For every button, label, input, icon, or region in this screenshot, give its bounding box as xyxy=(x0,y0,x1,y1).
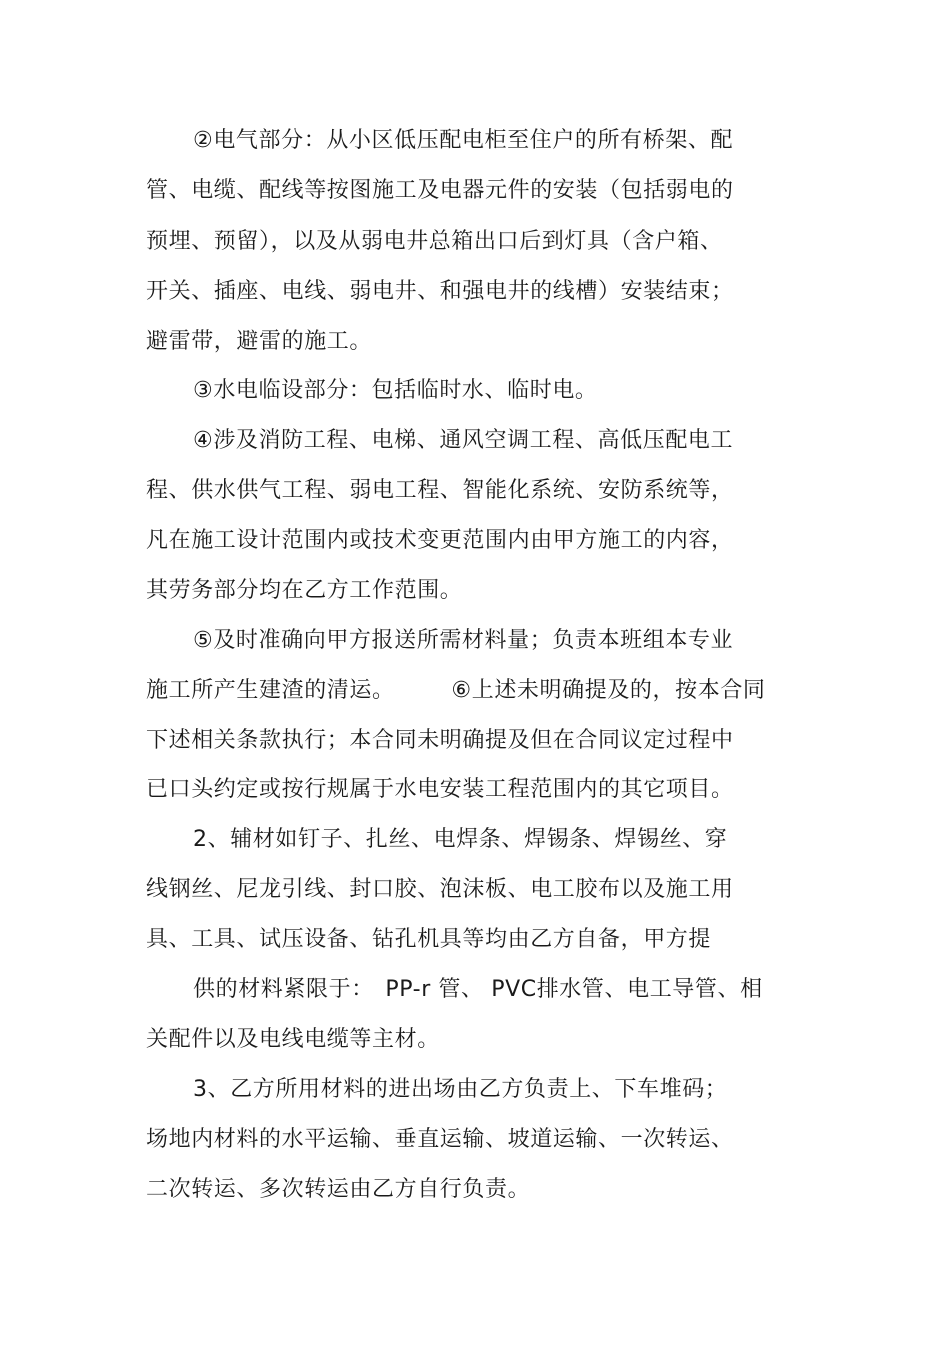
text-line: ④涉及消防工程、电梯、通风空调工程、高低压配电工 xyxy=(193,428,734,453)
text-line: ③水电临设部分：包括临时水、临时电。 xyxy=(193,378,598,403)
text-line: 预埋、预留），以及从弱电井总箱出口后到灯具（含户箱、 xyxy=(146,229,723,254)
text-line: 关配件以及电线电缆等主材。 xyxy=(146,1027,440,1052)
text-line: 场地内材料的水平运输、垂直运输、坡道运输、一次转运、 xyxy=(146,1127,734,1152)
text-line: 避雷带，避雷的施工。 xyxy=(146,329,373,354)
text-line: 管、电缆、配线等按图施工及电器元件的安装（包括弱电的 xyxy=(146,178,734,203)
text-line: 具、工具、试压设备、钻孔机具等均由乙方自备，甲方提 xyxy=(146,927,712,952)
text-line: 程、供水供气工程、弱电工程、智能化系统、安防系统等， xyxy=(146,478,734,503)
text-line: 施工所产生建渣的清运。 ⑥上述未明确提及的，按本合同 xyxy=(146,678,766,703)
text-line: 线钢丝、尼龙引线、封口胶、泡沫板、电工胶布以及施工用 xyxy=(146,877,734,902)
text-line: 凡在施工设计范围内或技术变更范围内由甲方施工的内容， xyxy=(146,528,734,553)
text-line: 2、辅材如钉子、扎丝、电焊条、焊锡条、焊锡丝、穿 xyxy=(193,827,728,852)
text-line: 已口头约定或按行规属于水电安装工程范围内的其它项目。 xyxy=(146,777,734,802)
text-line: 其劳务部分均在乙方工作范围。 xyxy=(146,578,463,603)
text-line: 开关、插座、电线、弱电井、和强电井的线槽）安装结束； xyxy=(146,279,734,304)
text-line: ⑤及时准确向甲方报送所需材料量；负责本班组本专业 xyxy=(193,628,734,653)
text-line: 3、乙方所用材料的进出场由乙方负责上、下车堆码； xyxy=(193,1077,728,1102)
text-line: 下述相关条款执行；本合同未明确提及但在合同议定过程中 xyxy=(146,728,734,753)
text-line: ②电气部分：从小区低压配电柜至住户的所有桥架、配 xyxy=(193,128,734,153)
text-line: 二次转运、多次转运由乙方自行负责。 xyxy=(146,1177,531,1202)
text-line: 供的材料紧限于： PP-r 管、 PVC排水管、电工导管、相 xyxy=(193,977,763,1002)
